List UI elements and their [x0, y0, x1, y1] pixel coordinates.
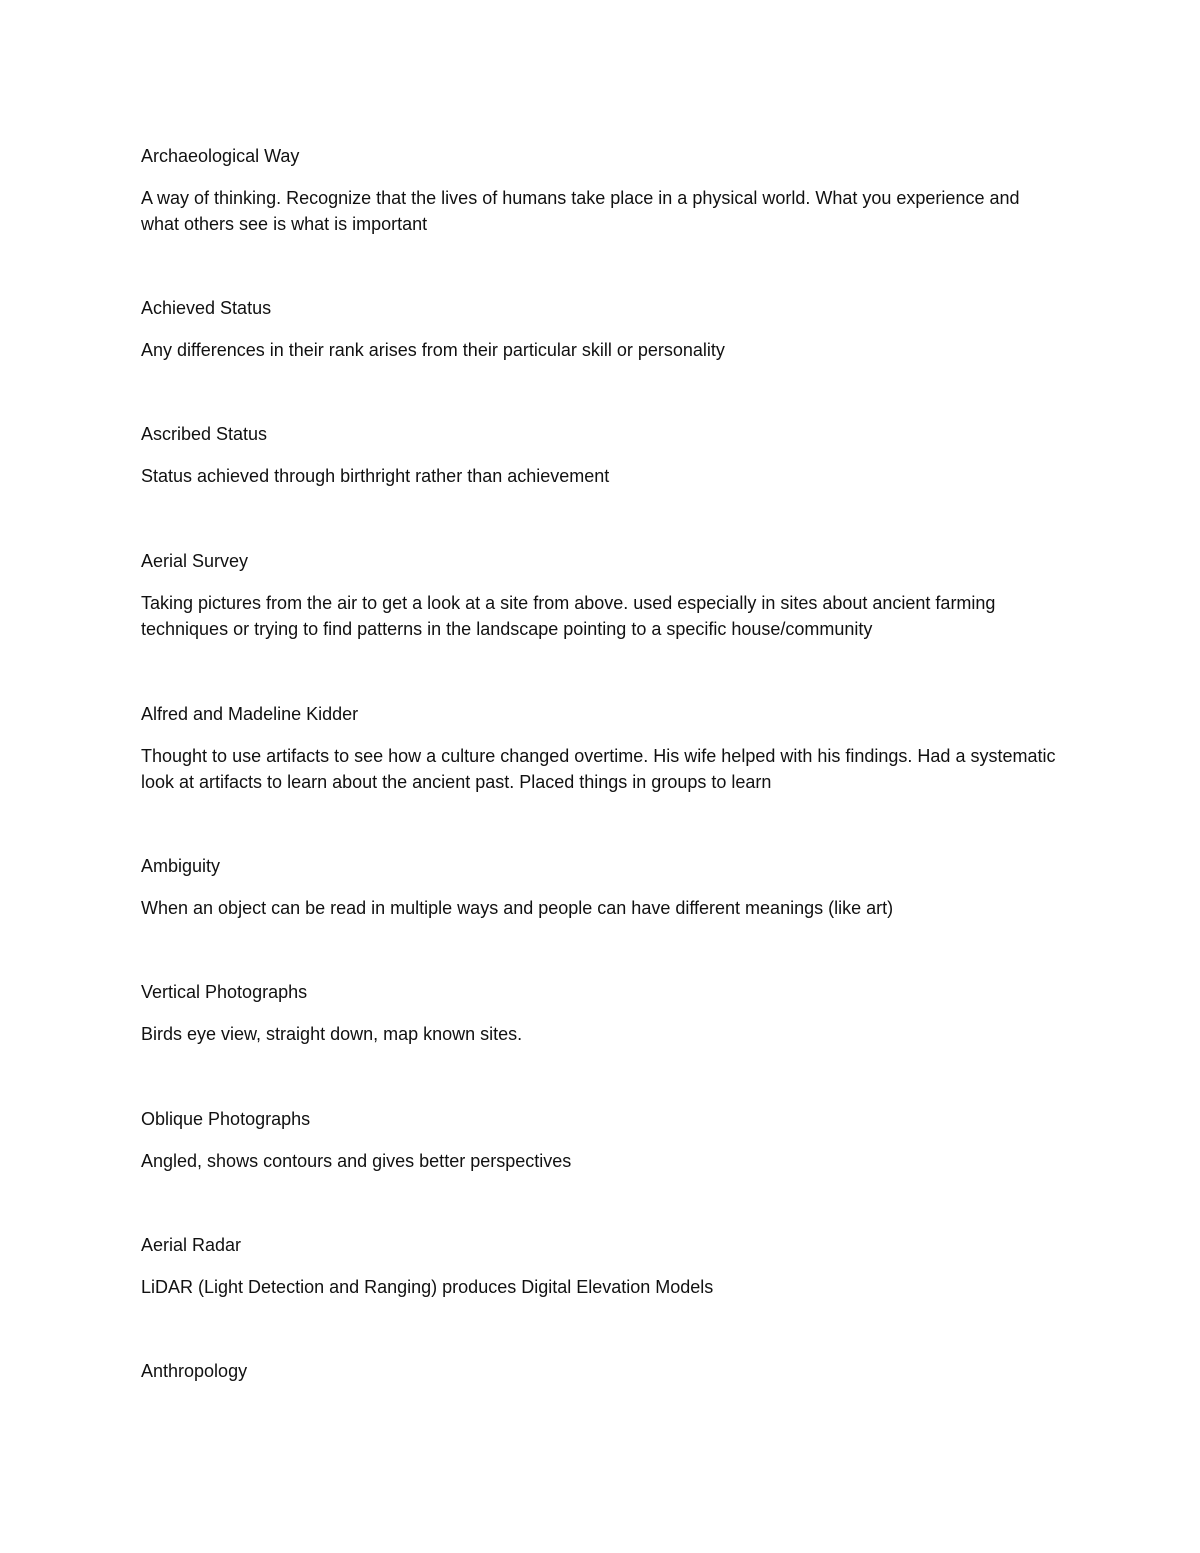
term-heading: Achieved Status [141, 298, 272, 318]
glossary-entry [141, 421, 1061, 489]
term-definition: A way of thinking. Recognize that the lives of humans take place in a physical world. What you experience and what others see is what is important [141, 188, 1020, 234]
term-heading: Ambiguity [141, 856, 221, 876]
term-heading: Vertical Photographs [141, 982, 308, 1002]
term-heading: Oblique Photographs [141, 1109, 311, 1129]
term-heading: Aerial Radar [141, 1235, 242, 1255]
term-heading: Alfred and Madeline Kidder [141, 704, 359, 724]
glossary-entry [141, 295, 1061, 363]
term-definition: Any differences in their rank arises from their particular skill or personality [141, 340, 725, 360]
term-heading: Ascribed Status [141, 424, 268, 444]
glossary-entry [141, 1232, 1061, 1300]
term-heading: Archaeological Way [141, 146, 300, 166]
term-definition: Angled, shows contours and gives better perspectives [141, 1151, 572, 1171]
glossary-entry [141, 1106, 1061, 1174]
glossary-entry [141, 143, 1061, 237]
glossary-entry [141, 979, 1061, 1047]
term-definition: Status achieved through birthright rather than achievement [141, 466, 610, 486]
term-heading: Aerial Survey [141, 551, 249, 571]
term-definition: Birds eye view, straight down, map known sites. [141, 1024, 523, 1044]
glossary-entry [141, 548, 1061, 642]
term-definition: Thought to use artifacts to see how a culture changed overtime. His wife helped with his findings. Had a systematic look at artifacts to learn about the ancient past. Placed things in groups to learn [141, 746, 1056, 792]
glossary-entry [141, 701, 1061, 795]
term-definition: LiDAR (Light Detection and Ranging) produces Digital Elevation Models [141, 1277, 714, 1297]
term-heading: Anthropology [141, 1361, 248, 1381]
glossary-entry [141, 853, 1061, 921]
term-definition: Taking pictures from the air to get a look at a site from above. used especially in sites about ancient farming techniques or trying to find patterns in the landscape pointing to a specific house/community [141, 593, 996, 639]
glossary-entry [141, 1358, 1061, 1384]
term-definition: When an object can be read in multiple ways and people can have different meanings (like art) [141, 898, 894, 918]
